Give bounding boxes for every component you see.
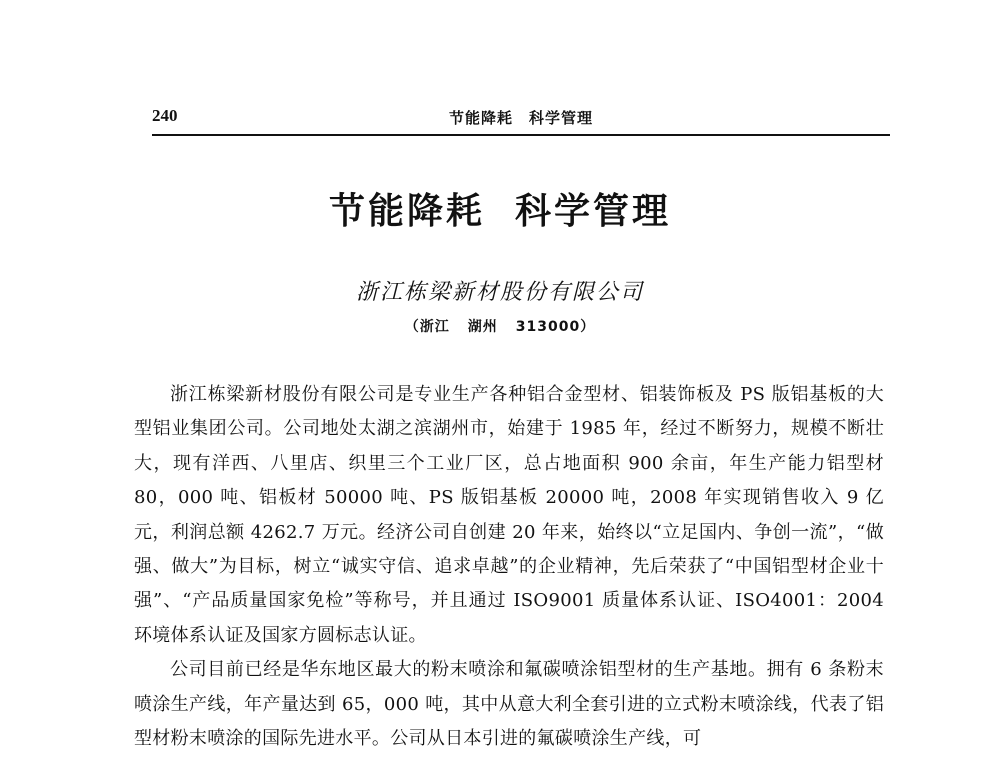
address-city: 湖州 xyxy=(467,319,498,335)
company-name: 浙江栋梁新材股份有限公司 xyxy=(355,280,644,305)
address-close-bracket: ） xyxy=(580,319,596,335)
address-postcode: 313000 xyxy=(515,319,581,335)
article-body xyxy=(134,378,884,756)
article-title xyxy=(0,188,1000,234)
header-rule xyxy=(152,134,890,136)
article-title-part1: 节能降耗 xyxy=(328,190,485,232)
address-open-bracket: （ xyxy=(404,319,420,335)
address-province: 浙江 xyxy=(419,319,450,335)
running-title: 节能降耗 科学管理 xyxy=(448,109,593,127)
article-title-part2: 科学管理 xyxy=(515,190,672,232)
company-address xyxy=(0,316,1000,338)
body-paragraph-2: 公司目前已经是华东地区最大的粉末喷涂和氟碳喷涂铝型材的生产基地。拥有 6 条粉末喷涂生产线，年产量达到 65，000 吨，其中从意大利全套引进的立式粉末喷涂线，代表了铝型材粉末喷涂的国际先进水平。公司从日本引进的氟碳喷涂生产线，可 xyxy=(134,659,884,750)
page-number: 240 xyxy=(152,106,178,125)
body-paragraph-1: 浙江栋梁新材股份有限公司是专业生产各种铝合金型材、铝装饰板及 PS 版铝基板的大型铝业集团公司。公司地处太湖之滨湖州市，始建于 1985 年，经过不断努力，规模不断壮大，现有洋西、八里店、织里三个工业厂区，总占地面积 900 余亩，年生产能力铝型材 80，000 吨、铝板材 50000 吨、PS 版铝基板 20000 吨，2008 年实现销售收入 9 亿元，利润总额 4262.7 万元。经济公司自创建 20 年来，始终以“立足国内、争创一流”，“做强、做大”为目标，树立“诚实守信、追求卓越”的企业精神，先后荣获了“中国铝型材企业十强”、“产品质量国家免检”等称号，并且通过 ISO9001 质量体系认证、ISO4001：2004 环境体系认证及国家方圆标志认证。 xyxy=(134,384,884,646)
running-header xyxy=(152,106,890,134)
